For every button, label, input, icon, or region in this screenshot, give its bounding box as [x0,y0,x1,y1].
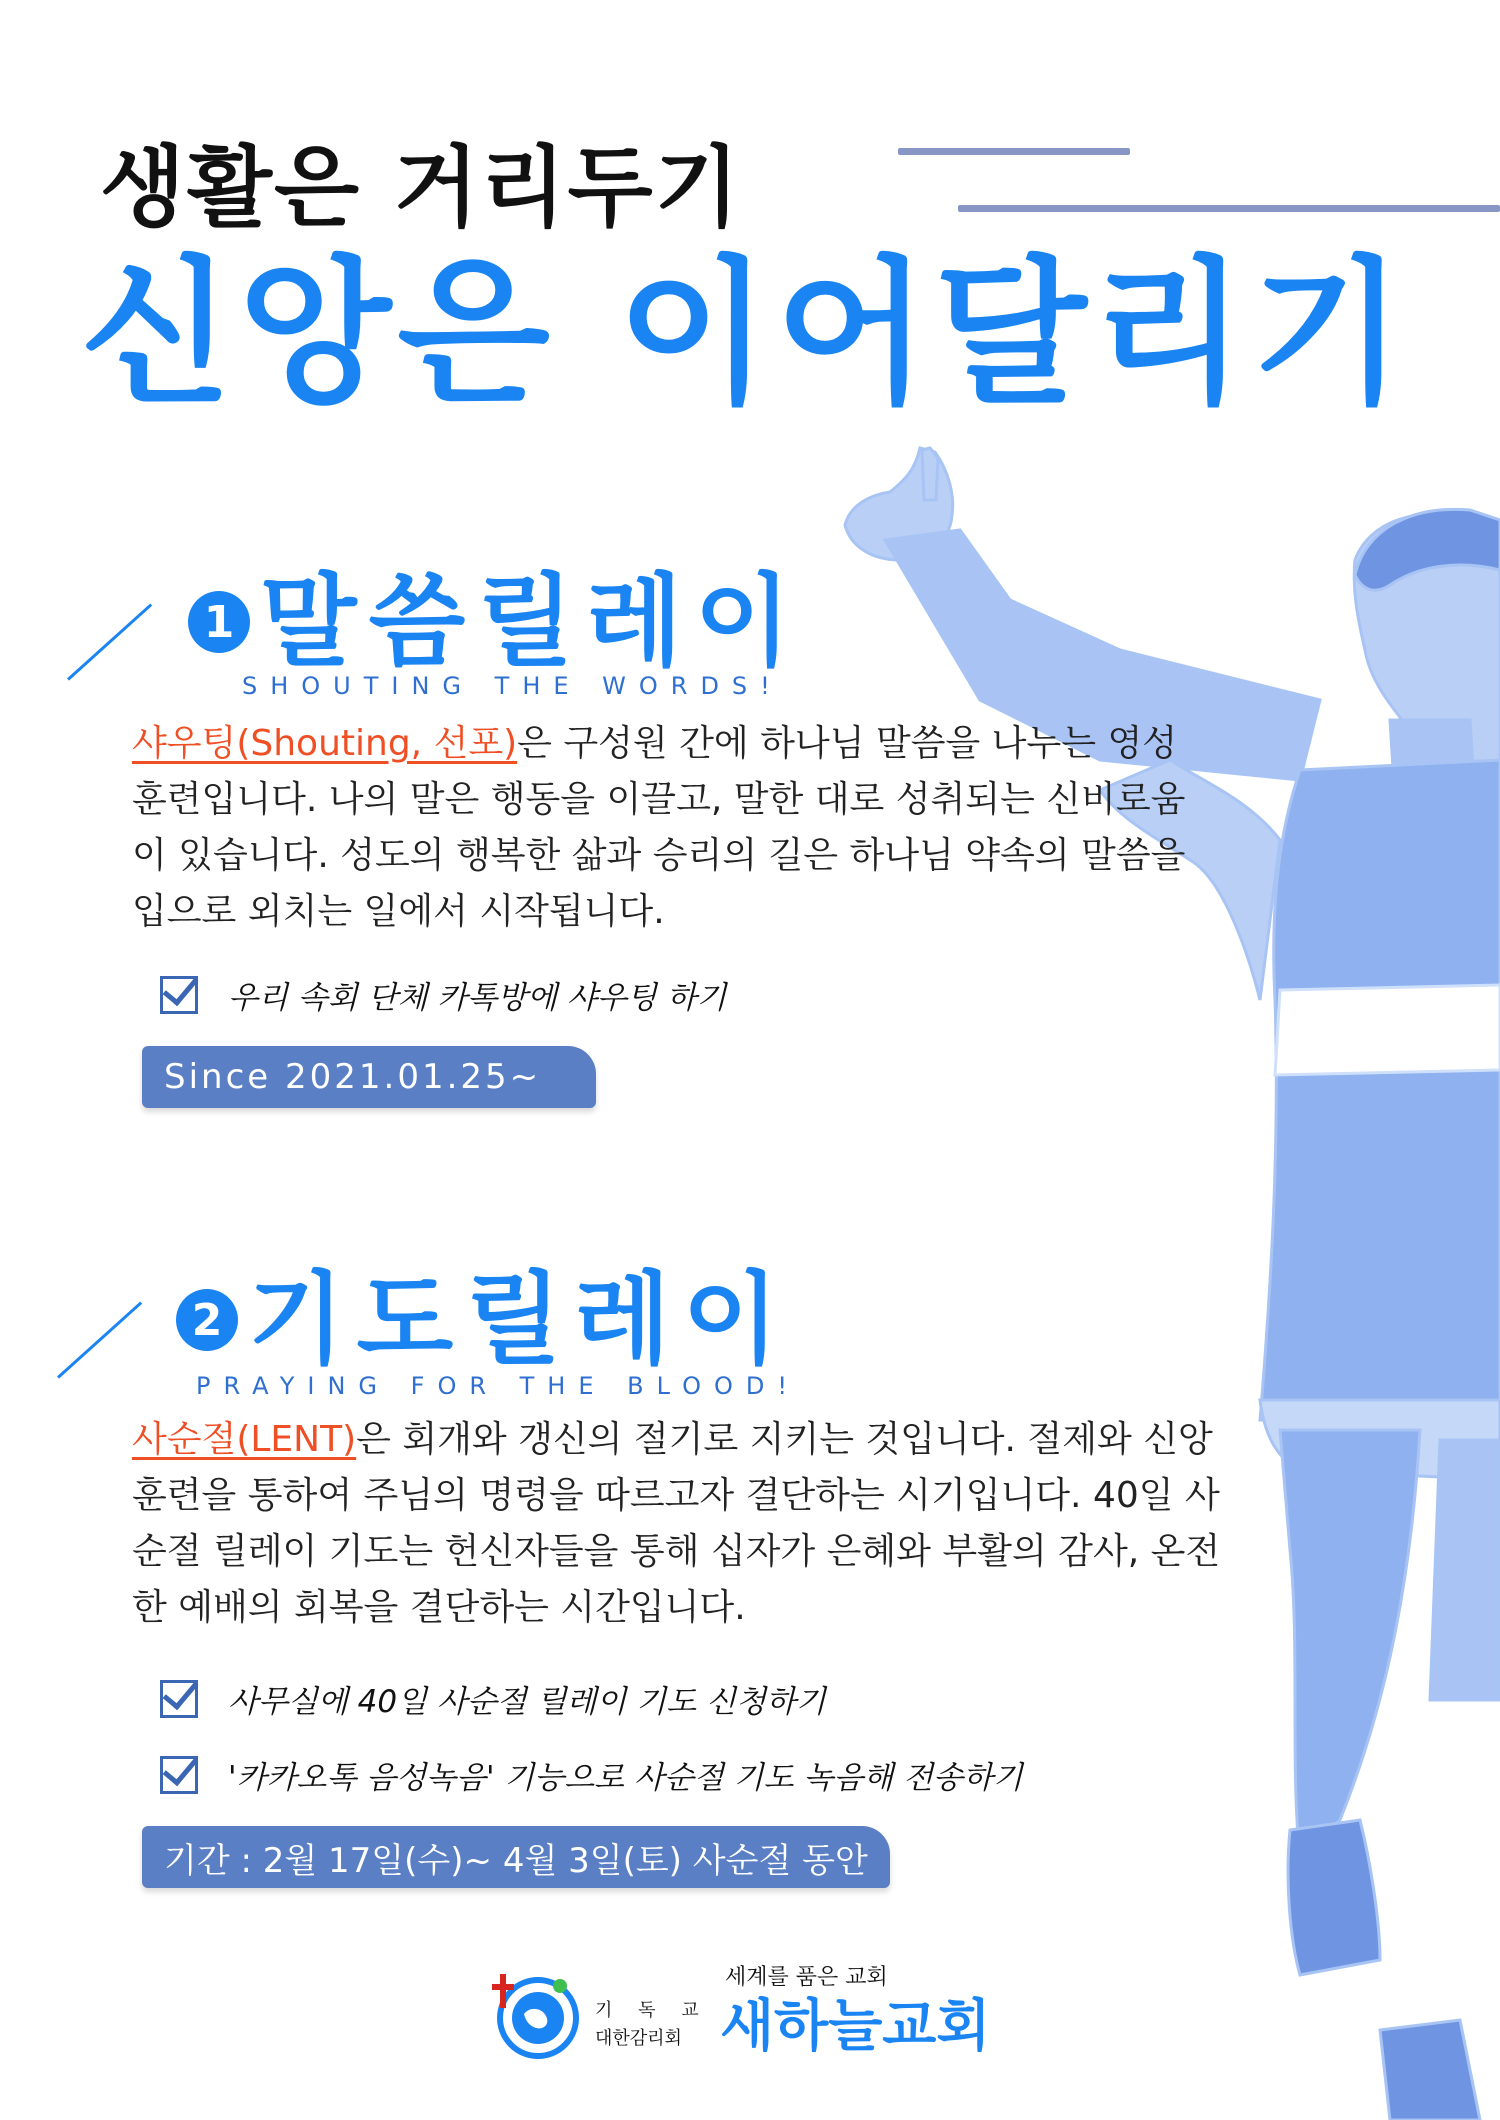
section-2-title: 기도릴레이 [248,1261,791,1378]
section-2-paragraph [132,1412,1222,1636]
section-1-paragraph [132,716,1192,940]
church-tagline: 세계를 품은 교회 [725,1965,888,1990]
section-2-check-item-2 [160,1752,1023,1797]
section-1-subtitle: SHOUTING THE WORDS! [242,672,783,700]
section-2-highlight: 사순절(LENT) [132,1419,357,1460]
checkbox-icon [160,1680,198,1718]
headline-line-2: 신앙은 이어달리기 [80,242,1411,426]
section-2-check-text-1: 사무실에 40일 사순절 릴레이 기도 신청하기 [228,1684,826,1720]
section-1-check-item [160,972,726,1017]
decorative-line-top [898,148,1130,155]
section-2-check-text-2: '카카오톡 음성녹음' 기능으로 사순절 기도 녹음해 전송하기 [228,1760,1023,1796]
denomination-line-2: 대한감리회 [595,2028,682,2049]
section-1-body: 은 구성원 간에 하나님 말씀을 나누는 영성 훈련입니다. 나의 말은 행동을 이끌고, 말한 대로 성취되는 신비로움이 있습니다. 성도의 행복한 삶과 승리의 길은 하나님 약속의 말씀을 입으로 외치는 일에서 시작됩니다. [132,723,1186,932]
section-2-body: 은 회개와 갱신의 절기로 지키는 것입니다. 절제와 신앙훈련을 통하여 주님의 명령을 따르고자 결단하는 시기입니다. 40일 사순절 릴레이 기도는 헌신자들을 통해 십자가 은혜와 부활의 감사, 온전한 예배의 회복을 결단하는 시간입니다. [132,1419,1221,1628]
section-2-check-item-1 [160,1676,826,1721]
section-2-number-badge: 2 [176,1289,238,1351]
denomination-line-1: 기 독 교 [595,2000,709,2021]
section-1-check-text: 우리 속회 단체 카톡방에 샤우팅 하기 [228,980,727,1016]
church-logo-icon [490,1970,580,2060]
section-1-highlight: 샤우팅(Shouting, 선포) [132,723,518,764]
headline-line-1: 생활은 거리두기 [100,136,742,239]
section-2-subtitle: PRAYING FOR THE BLOOD! [196,1372,801,1400]
section-1-number-badge: 1 [188,591,250,653]
checkbox-icon [160,1756,198,1794]
section-2-period-tag: 기간 : 2월 17일(수)~ 4월 3일(토) 사순절 동안 [142,1826,890,1888]
section-2-heading [176,1261,791,1378]
section-1-date-tag: Since 2021.01.25~ [142,1046,596,1108]
church-name: 새하늘교회 [720,1994,991,2059]
section-1-heading [188,563,803,680]
decorative-line-right [958,205,1500,212]
checkbox-icon [160,976,198,1014]
section-1-title: 말씀릴레이 [260,563,803,680]
